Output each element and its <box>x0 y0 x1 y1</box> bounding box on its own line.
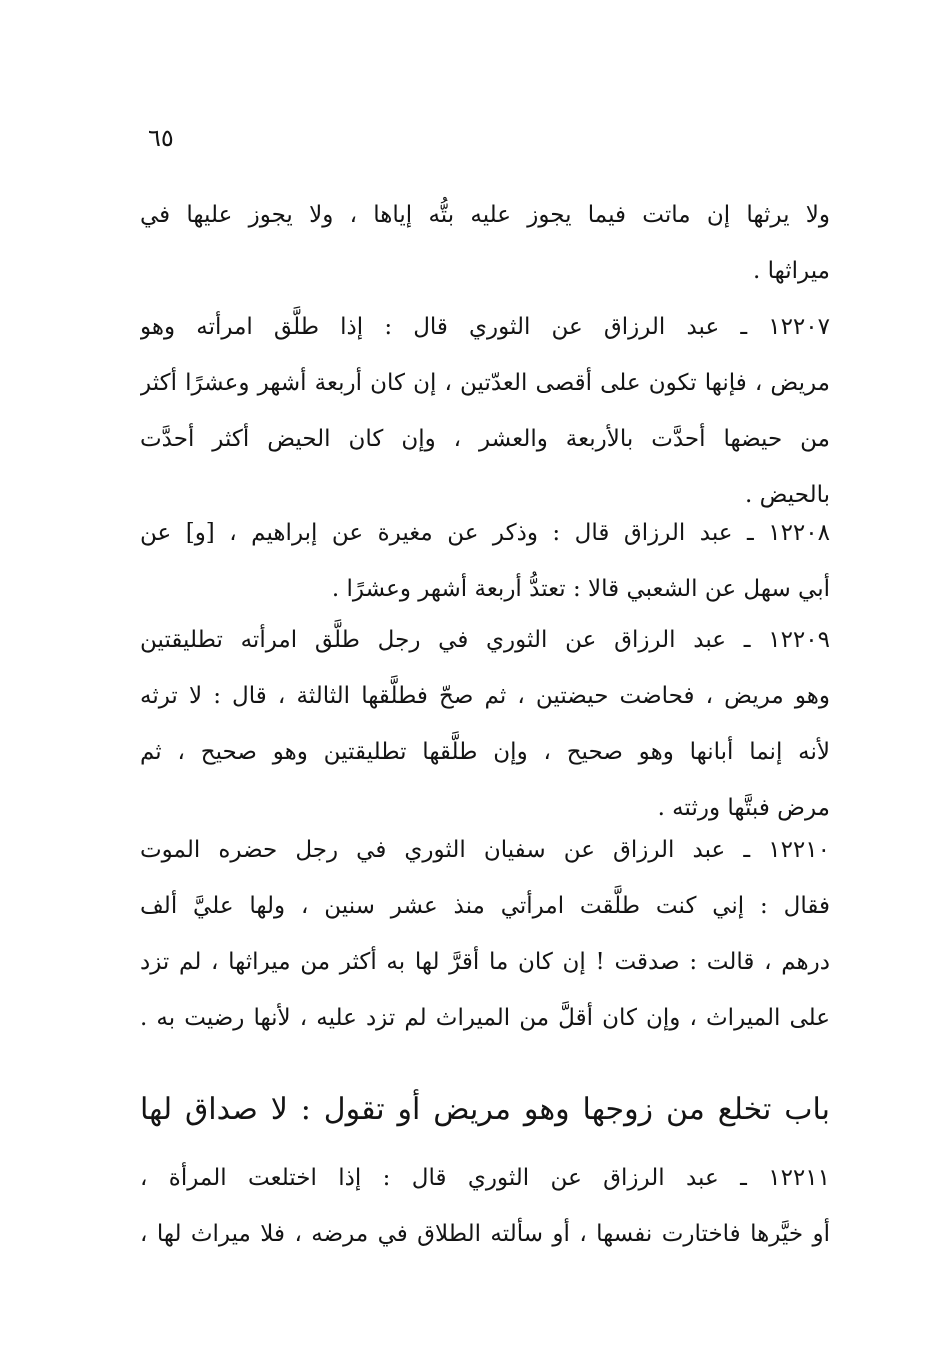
text-line: من حيضها أحدَّت بالأربعة والعشر ، وإن كان الحيض أكثر أحدَّت <box>140 426 830 452</box>
text-line: ١٢٢١١ ـ عبد الرزاق عن الثوري قال : إذا اختلعت المرأة ، <box>140 1165 830 1191</box>
text-line: درهم ، قالت : صدقت ! إن كان ما أقرَّ لها به أكثر من ميراثها ، لم تزد <box>140 949 830 975</box>
chapter-heading: باب تخلع من زوجها وهو مريض أو تقول : لا صداق لها <box>140 1092 830 1127</box>
paragraph-12210 <box>140 822 830 1046</box>
paragraph-12208 <box>140 505 830 617</box>
text-line: مرض فبتَّها ورثته . <box>657 795 830 821</box>
paragraph-12211 <box>140 1150 830 1262</box>
text-line: أو خيَّرها فاختارت نفسها ، أو سألته الطلاق في مرضه ، فلا ميراث لها ، <box>140 1221 830 1247</box>
text-line: ولا يرثها إن ماتت فيما يجوز عليه بتُّه إياها ، ولا يجوز عليها في <box>140 202 830 228</box>
text-line: على الميراث ، وإن كان أقلَّ من الميراث لم تزد عليه ، لأنها رضيت به . <box>140 1005 830 1031</box>
text-line: ١٢٢١٠ ـ عبد الرزاق عن سفيان الثوري في رجل حضره الموت <box>140 837 830 863</box>
text-line: لأنه إنما أبانها وهو صحيح ، وإن طلَّقها تطليقتين وهو صحيح ، ثم <box>140 739 830 765</box>
text-line: مريض ، فإنها تكون على أقصى العدّتين ، إن كان أربعة أشهر وعشرًا أكثر <box>140 370 830 396</box>
text-line: ١٢٢٠٧ ـ عبد الرزاق عن الثوري قال : إذا طلَّق امرأته وهو <box>140 314 830 340</box>
text-line: وهو مريض ، فحاضت حيضتين ، ثم صحّ فطلَّقها الثالثة ، قال : لا ترثه <box>140 683 830 709</box>
page-number: ٦٥ <box>148 124 174 152</box>
text-line: فقال : إني كنت طلَّقت امرأتي منذ عشر سنين ، ولها عليَّ ألف <box>140 893 830 919</box>
paragraph-12209 <box>140 612 830 836</box>
text-line: أبي سهل عن الشعبي قالا : تعتدُّ أربعة أشهر وعشرًا . <box>331 576 830 602</box>
paragraph-intro <box>140 187 830 299</box>
text-line: ١٢٢٠٨ ـ عبد الرزاق قال : وذكر عن مغيرة عن إبراهيم ، [و] عن <box>140 520 830 546</box>
text-line: ميراثها . <box>753 258 830 284</box>
paragraph-12207 <box>140 299 830 523</box>
text-line: ١٢٢٠٩ ـ عبد الرزاق عن الثوري في رجل طلَّق امرأته تطليقتين <box>140 627 830 653</box>
text-line: بالحيض . <box>744 482 830 508</box>
